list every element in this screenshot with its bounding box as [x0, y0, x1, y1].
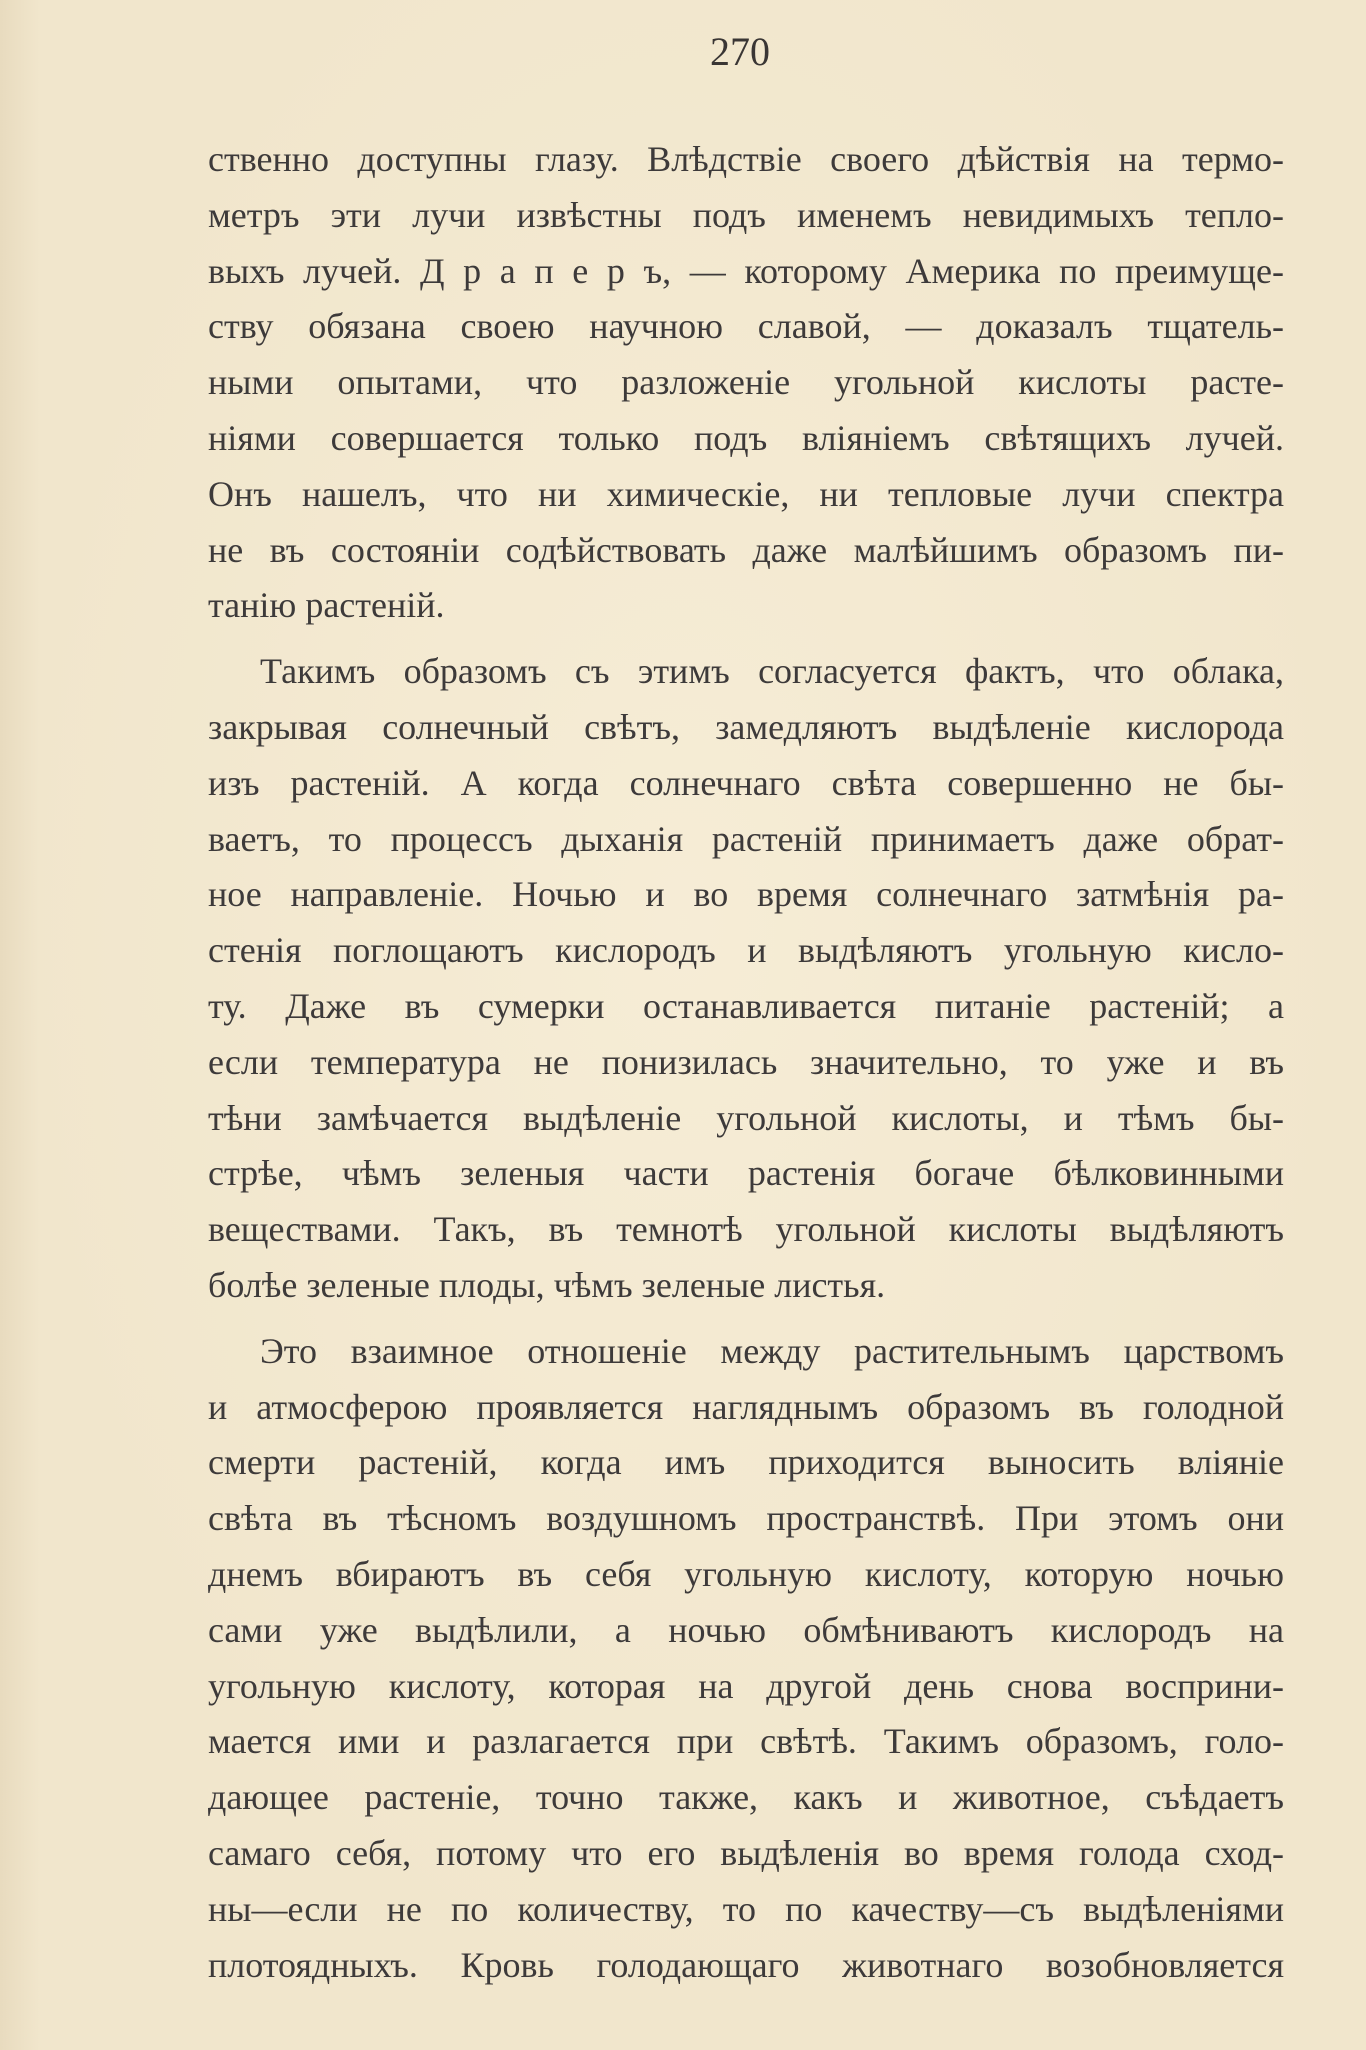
text-line: тѣни замѣчается выдѣленіе угольной кислоты, и тѣмъ бы- — [208, 1097, 1284, 1138]
text-line: и атмосферою проявляется нагляднымъ образомъ въ голодной — [208, 1386, 1284, 1427]
text-line: метръ эти лучи извѣстны подъ именемъ невидимыхъ тепло- — [208, 194, 1284, 235]
text-line: Такимъ образомъ съ этимъ согласуется фактъ, что облака, — [260, 651, 1284, 692]
paragraph — [208, 132, 1284, 634]
text-line: если температура не понизилась значительно, то уже и въ — [208, 1041, 1284, 1082]
text-line: угольную кислоту, которая на другой день снова восприни- — [208, 1665, 1284, 1706]
text-line: ніями совершается только подъ вліяніемъ свѣтящихъ лучей. — [208, 417, 1284, 458]
text-line: плотоядныхъ. Кровь голодающаго животнаго возобновляется — [208, 1944, 1284, 1985]
text-line: ственно доступны глазу. Влѣдствіе своего дѣйствія на термо- — [208, 139, 1284, 179]
text-line: ными опытами, что разложеніе угольной кислоты расте- — [208, 362, 1284, 403]
text-line: днемъ вбираютъ въ себя угольную кислоту, которую ночью — [208, 1553, 1284, 1594]
text-line: стенія поглощаютъ кислородъ и выдѣляютъ угольную кисло- — [208, 930, 1284, 971]
text-line: самаго себя, потому что его выдѣленія во время голода сход- — [208, 1832, 1284, 1873]
text-line: закрывая солнечный свѣтъ, замедляютъ выдѣленіе кислорода — [208, 706, 1284, 747]
text-line: веществами. Такъ, въ темнотѣ угольной кислоты выдѣляютъ — [208, 1209, 1284, 1250]
body-text — [208, 132, 1284, 1993]
text-line: ту. Даже въ сумерки останавливается питаніе растеній; а — [208, 985, 1284, 1026]
text-line: ное направленіе. Ночью и во время солнечнаго затмѣнія ра- — [208, 874, 1284, 915]
text-line: изъ растеній. А когда солнечнаго свѣта совершенно не бы- — [208, 762, 1284, 803]
text-line: свѣта въ тѣсномъ воздушномъ пространствѣ. При этомъ они — [208, 1498, 1284, 1539]
text-line: болѣе зеленые плоды, чѣмъ зеленые листья. — [208, 1264, 886, 1305]
paragraph — [208, 644, 1284, 1314]
text-line: смерти растеній, когда имъ приходится выносить вліяніе — [208, 1442, 1284, 1483]
page-number: 270 — [710, 29, 770, 74]
text-line: ству обязана своею научною славой, — доказалъ тщатель- — [208, 306, 1284, 347]
text-line: дающее растеніе, точно также, какъ и животное, съѣдаетъ — [208, 1777, 1284, 1818]
text-line: Онъ нашелъ, что ни химическіе, ни тепловые лучи спектра — [208, 473, 1284, 514]
text-line: не въ состояніи содѣйствовать даже малѣйшимъ образомъ пи- — [208, 529, 1284, 570]
text-line: стрѣе, чѣмъ зеленыя части растенія богаче бѣлковинными — [208, 1153, 1284, 1194]
text-line: выхъ лучей. Д р а п е р ъ, — которому Америка по преимуще- — [208, 250, 1284, 291]
text-line: ны—если не по количеству, то по качеству—съ выдѣленіями — [208, 1888, 1284, 1929]
text-line: сами уже выдѣлили, а ночью обмѣниваютъ кислородъ на — [208, 1609, 1284, 1650]
text-line: мается ими и разлагается при свѣтѣ. Такимъ образомъ, голо- — [208, 1721, 1284, 1762]
paragraph — [208, 1324, 1284, 1994]
text-line: Это взаимное отношеніе между растительнымъ царствомъ — [260, 1330, 1284, 1371]
text-line: ваетъ, то процессъ дыханія растеній принимаетъ даже обрат- — [208, 818, 1284, 859]
text-line: танію растеній. — [208, 585, 445, 626]
